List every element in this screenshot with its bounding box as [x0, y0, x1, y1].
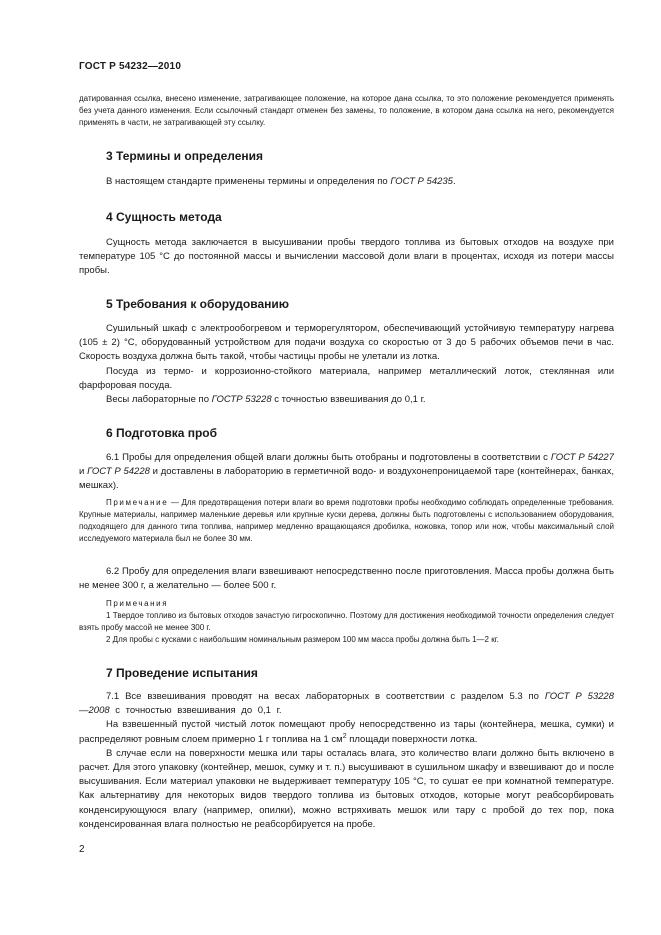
- section-6-title: 6 Подготовка проб: [106, 426, 218, 440]
- section-5-title: 5 Требования к оборудованию: [106, 297, 289, 311]
- notes-label: Примечания: [106, 599, 169, 608]
- section-5-paragraph-2: Посуда из термо- и коррозионно-стойкого материала, например металлический лоток, стеклянная или фарфоровая посуда.: [79, 365, 614, 391]
- superscript-2: 2: [342, 732, 347, 740]
- section-5-body: [79, 322, 614, 407]
- note-paragraph: Примечание — Для предотвращения потери влаги во время подготовки пробы необходимо соблюдать определенные требования. Крупные материалы, например маленькие деревья или крупные куски дерева, должны быть подготовлены с использованием оборудования, подходящего для данного типа топлива, например медленно вращающаяся дробилка, ножовка, топор или нож, чтобы максимальный слой исследуемого материала был не более 30 мм.: [79, 498, 614, 543]
- section-3-title: 3 Термины и определения: [106, 149, 264, 163]
- ref-gost-54235: ГОСТ Р 54235: [390, 176, 453, 187]
- section-6-note: [79, 497, 614, 545]
- section-7-title: 7 Проведение испытания: [106, 666, 258, 680]
- section-5-paragraph-3: Весы лабораторные по ГОСТР 53228 с точностью взвешивания до 0,1 г.: [106, 394, 426, 406]
- note-label: Примечание: [106, 498, 169, 507]
- ref-gost-53228: ГОСТР 53228: [211, 394, 272, 406]
- section-7-paragraph-1: 7.1 Все взвешивания проводят на весах лабораторных в соответствии с разделом 5.3 по ГОСТ Р 53228—2008 с точностью взвешивания до 0,1 г.: [79, 691, 614, 717]
- section-4-title: 4 Сущность метода: [106, 210, 222, 224]
- section-5-paragraph-1: Сушильный шкаф с электрообогревом и терморегулятором, обеспечивающий устойчивую температуру нагрева (105 ± 2) °С, оборудованный устройством для подачи воздуха со скоростью от 3 до 5 рабочих объемов печи в час. Скорость воздуха должна быть такой, чтобы частицы пробы не улетали из лотка.: [79, 323, 614, 363]
- section-3-paragraph: В настоящем стандарте применены термины и определения по ГОСТ Р 54235.: [106, 176, 456, 187]
- section-7-paragraph-3: В случае если на поверхности мешка или тары осталась влага, это количество влаги должно быть включено в расчет. Для этого упаковку (контейнер, мешок, сумку и т. п.) высушивают в сушильном шкафу и взвешивают до и после высушивания. Если материал упаковки не выдерживает температуру 105 °С, то сушат ее при комнатной температуре. Как альтернативу для некоторых видов твердого топлива из бытовых отходов, которые могут реабсорбировать конденсирующуюся влагу (например, опилки), можно встряхивать мешок или тару с пробой до тех пор, пока конденсированная влага полностью не реабсорбируется на пробе.: [79, 747, 614, 830]
- section-4-body: [79, 236, 614, 279]
- section-7-paragraph-2: На взвешенный пустой чистый лоток помещают пробу непосредственно из тары (контейнера, мешка, сумки) и распределяют ровным слоем примерно 1 г топлива на 1 $см^2$ площади поверхности лотка.: [79, 719, 614, 745]
- page-number: 2: [79, 844, 85, 855]
- section-3-body: [79, 175, 614, 189]
- section-6-paragraph-1: 6.1 Пробы для определения общей влаги должны быть отобраны и подготовлены в соответствии с ГОСТ Р 54227 и ГОСТ Р 54228 и доставлены в лабораторию в герметичной водо- и воздухонепроницаемой таре (контейнерах, банках, мешках).: [79, 452, 614, 492]
- ref-gost-53228-2008: ГОСТ Р 53228—2008: [79, 691, 614, 717]
- section-6-p1: [79, 451, 614, 494]
- section-4-paragraph: Сущность метода заключается в высушивании пробы твердого топлива из бытовых отходов на воздухе при температуре 105 °С до постоянной массы и вычислении массовой доли влаги в процентах, исходя из потери массы пробы.: [79, 237, 614, 277]
- ref-gost-54228: ГОСТ Р 54228: [87, 466, 150, 478]
- continuation-paragraph: датированная ссылка, внесено изменение, затрагивающее положение, на которое дана ссылка, то это положение рекомендуется применять без учета данного изменения. Если ссылочный стандарт отменен без замены, то положение, в котором дана ссылка на него, рекомендуется применять в части, не затрагивающей эту ссылку.: [79, 94, 614, 127]
- note-1: 1 Твердое топливо из бытовых отходов зачастую гигроскопично. Поэтому для достижения необходимой точности определения следует взять пробу массой не менее 300 г.: [79, 611, 614, 632]
- note-2: 2 Для пробы с кусками с наибольшим номинальным размером 100 мм масса пробы должна быть 1—2 кг.: [106, 635, 499, 644]
- section-7-body: [79, 690, 614, 832]
- section-6-paragraph-2: 6.2 Пробу для определения влаги взвешивают непосредственно после приготовления. Масса пробы должна быть не менее 300 г, а желательно — более 500 г.: [79, 566, 614, 592]
- continuation-text: [79, 93, 614, 129]
- standard-header: ГОСТ Р 54232—2010: [79, 61, 182, 72]
- section-6-notes: [79, 598, 614, 646]
- ref-gost-54227: ГОСТ Р 54227: [550, 452, 614, 463]
- section-6-p2: [79, 565, 614, 593]
